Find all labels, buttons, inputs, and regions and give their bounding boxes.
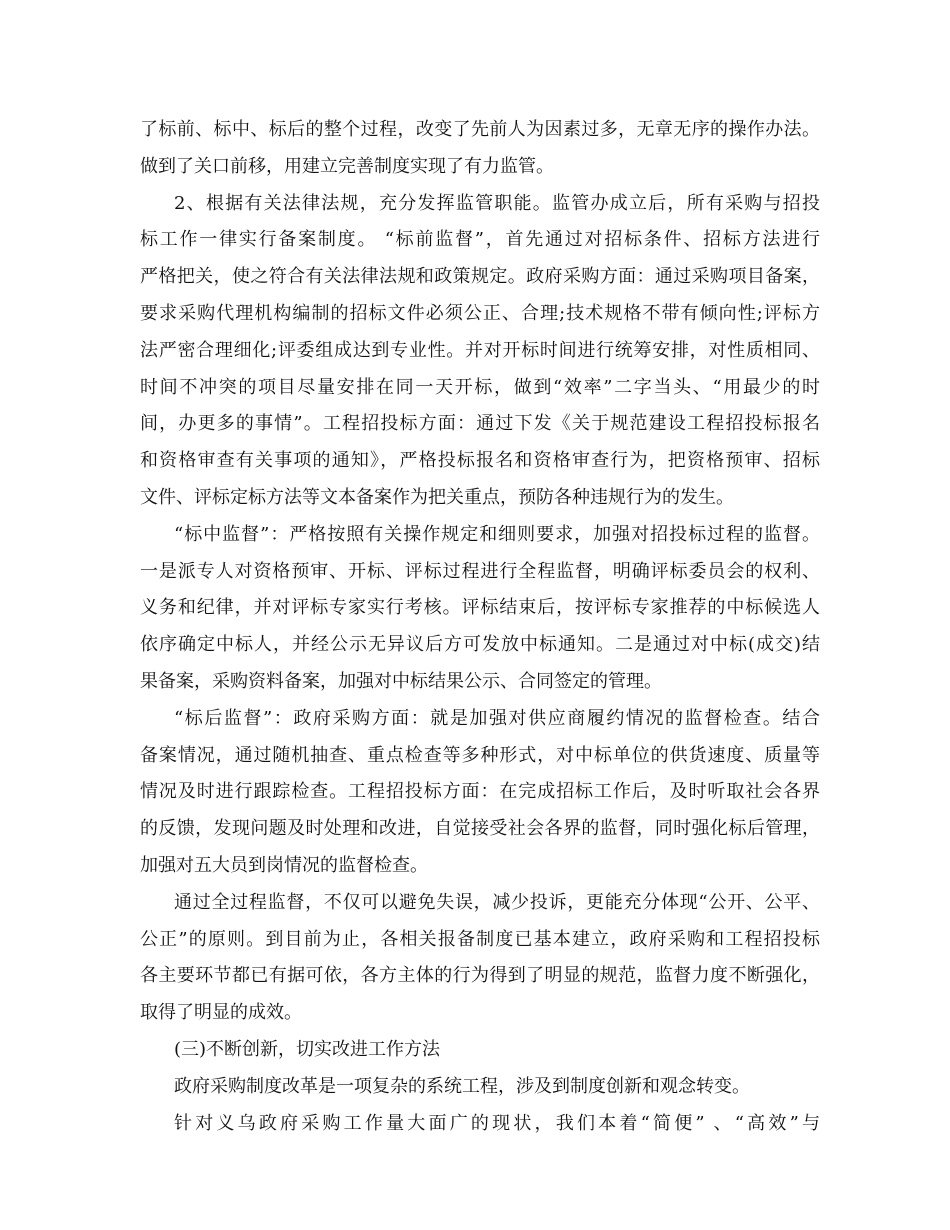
text-line: 加强对五大员到岗情况的监督检查。 — [140, 854, 428, 876]
text-line: 取得了明显的成效。 — [140, 1002, 302, 1024]
text-line: 严格把关，使之符合有关法律法规和政策规定。政府采购方面：通过采购项目备案， — [140, 266, 820, 288]
text-line: 依序确定中标人，并经公示无异议后方可发放中标通知。二是通过对中标(成交)结 — [140, 634, 820, 656]
paragraph-first-line: 2、根据有关法律法规，充分发挥监管职能。监管办成立后，所有采购与招投 — [174, 192, 820, 214]
paragraph-first-line: 通过全过程监督，不仅可以避免失误，减少投诉，更能充分体现“公开、公平、 — [174, 891, 820, 913]
section-heading: (三)不断创新，切实改进工作方法 — [174, 1038, 441, 1060]
text-line: 法严密合理细化;评委组成达到专业性。并对开标时间进行统筹安排，对性质相同、 — [140, 339, 820, 361]
text-line: 义务和纪律，并对评标专家实行考核。评标结束后，按评标专家推荐的中标候选人 — [140, 597, 820, 619]
paragraph-first-line: 针对义乌政府采购工作量大面广的现状，我们本着“简便” 、“高效”与 — [174, 1112, 820, 1134]
paragraph-first-line: “标中监督”：严格按照有关操作规定和细则要求，加强对招投标过程的监督。 — [174, 523, 820, 545]
text-line: 做到了关口前移，用建立完善制度实现了有力监管。 — [140, 155, 554, 177]
text-line: 和资格审查有关事项的通知》，严格投标报名和资格审查行为，把资格预审、招标 — [140, 450, 820, 472]
paragraph-first-line: “标后监督”：政府采购方面：就是加强对供应商履约情况的监督检查。结合 — [174, 707, 820, 729]
paragraph-first-line: 政府采购制度改革是一项复杂的系统工程，涉及到制度创新和观念转变。 — [174, 1075, 750, 1097]
text-line: 公正”的原则。到目前为止，各相关报备制度已基本建立，政府采购和工程招投标 — [140, 928, 820, 950]
text-line: 备案情况，通过随机抽查、重点检查等多种形式，对中标单位的供货速度、质量等 — [140, 744, 820, 766]
text-line: 各主要环节都已有据可依，各方主体的行为得到了明显的规范，监督力度不断强化， — [140, 965, 820, 987]
body-text — [140, 112, 820, 1142]
text-line: 标工作一律实行备案制度。 “标前监督”，首先通过对招标条件、招标方法进行 — [140, 229, 820, 251]
text-line: 果备案，采购资料备案，加强对中标结果公示、合同签定的管理。 — [140, 670, 662, 692]
text-line: 的反馈，发现问题及时处理和改进，自觉接受社会各界的监督，同时强化标后管理， — [140, 818, 820, 840]
text-line: 一是派专人对资格预审、开标、评标过程进行全程监督，明确评标委员会的权利、 — [140, 560, 820, 582]
text-line: 情况及时进行跟踪检查。工程招投标方面：在完成招标工作后，及时听取社会各界 — [140, 781, 820, 803]
text-line: 时间不冲突的项目尽量安排在同一天开标，做到“效率”二字当头、“用最少的时 — [140, 376, 820, 398]
text-line: 要求采购代理机构编制的招标文件必须公正、合理;技术规格不带有倾向性;评标方 — [140, 302, 820, 324]
text-line: 了标前、标中、标后的整个过程，改变了先前人为因素过多，无章无序的操作办法。 — [140, 119, 820, 140]
text-line: 文件、评标定标方法等文本备案作为把关重点，预防各种违规行为的发生。 — [140, 486, 734, 508]
text-line: 间，办更多的事情”。工程招投标方面：通过下发《关于规范建设工程招投标报名 — [140, 413, 820, 435]
